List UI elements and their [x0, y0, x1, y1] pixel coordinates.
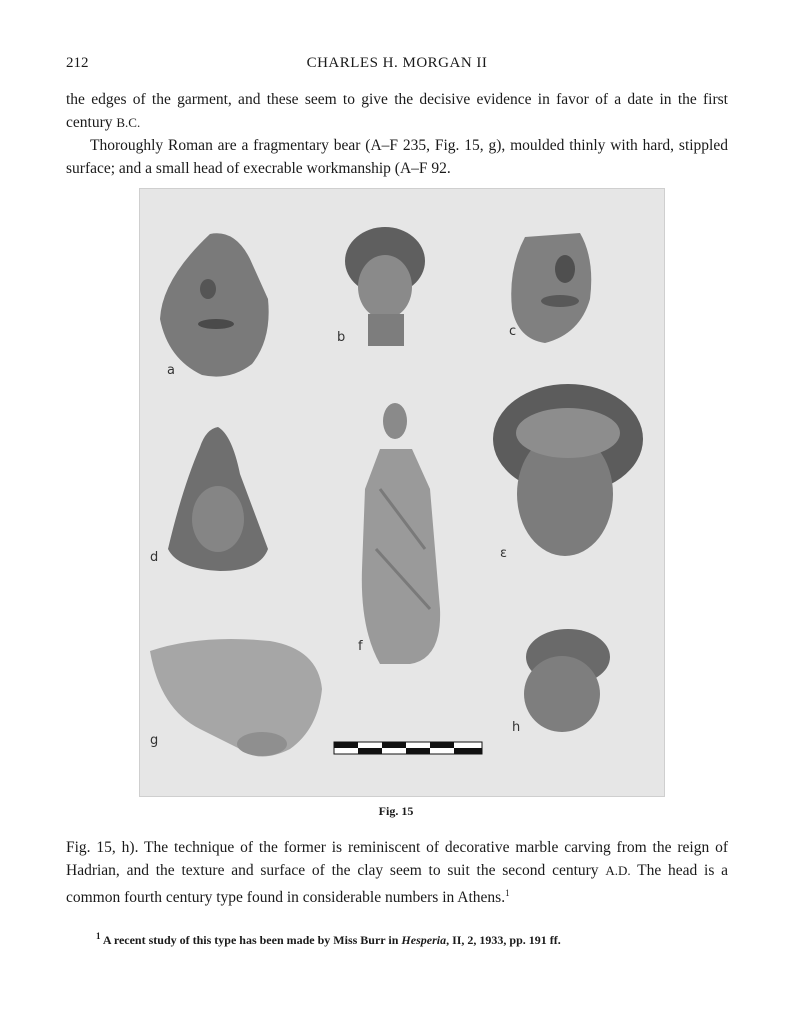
label-d: d	[150, 550, 159, 565]
paragraph-1	[66, 88, 728, 134]
scale-bar	[334, 742, 482, 754]
page-header	[66, 55, 728, 75]
figure-photo	[140, 189, 664, 796]
fragment-f-head	[383, 403, 407, 439]
fragment-b-face	[358, 255, 412, 319]
footnote-marker: 1	[96, 931, 101, 941]
footnote-text-a: A recent study of this type has been made by Miss Burr in	[100, 933, 402, 947]
fragment-c-face	[511, 233, 591, 343]
figure-plate	[139, 188, 665, 797]
label-g: g	[150, 733, 159, 748]
fragment-g-paw	[237, 732, 287, 756]
footnote-reference: 1	[505, 888, 510, 898]
fragment-b-neck	[368, 314, 404, 346]
figure-caption: Fig. 15	[378, 804, 414, 818]
fragment-f-body	[362, 449, 440, 664]
era-ad: A.D.	[605, 863, 631, 878]
label-c: c	[509, 324, 517, 339]
fragment-a-nose	[200, 279, 216, 299]
era-bc: B.C.	[116, 115, 141, 130]
fragment-d-face	[192, 486, 244, 552]
paragraph-3-text-b: The head is a common fourth century type found in considerable numbers in Athens.	[66, 862, 729, 907]
page-number: 212	[66, 55, 89, 71]
fragment-c-mouth	[541, 295, 579, 307]
fragment-h-face	[524, 656, 600, 732]
fragment-e-hat-inner	[516, 408, 620, 458]
footnote-text-b: , II, 2, 1933, pp. 191 ff.	[446, 933, 561, 947]
fragment-c-nose	[555, 255, 575, 283]
fragment-g-bear	[150, 639, 322, 757]
fragment-a-mouth	[198, 319, 234, 329]
paragraph-3-text-a: Fig. 15, h). The technique of the former is reminiscent of decorative marble carving from the reign of Hadrian, and the texture and surface of the clay seem to suit the second century	[66, 839, 728, 879]
label-e: ε	[500, 546, 508, 561]
fragment-a-face	[160, 233, 269, 376]
paragraph-1-text: the edges of the garment, and these seem to give the decisive evidence in favor of a date in the first century	[66, 91, 728, 131]
label-b: b	[337, 330, 346, 345]
footnote	[96, 931, 736, 948]
label-a: a	[167, 363, 175, 378]
label-h: h	[512, 720, 521, 735]
paragraph-3	[66, 836, 728, 909]
running-head: CHARLES H. MORGAN II	[306, 55, 488, 71]
footnote-journal: Hesperia	[401, 933, 447, 947]
label-f: f	[358, 639, 363, 654]
paragraph-2: Thoroughly Roman are a fragmentary bear (A–F 235, Fig. 15, g), moulded thinly with hard, stippled surface; and a small head of execrable workmanship (A–F 92.	[66, 137, 728, 177]
